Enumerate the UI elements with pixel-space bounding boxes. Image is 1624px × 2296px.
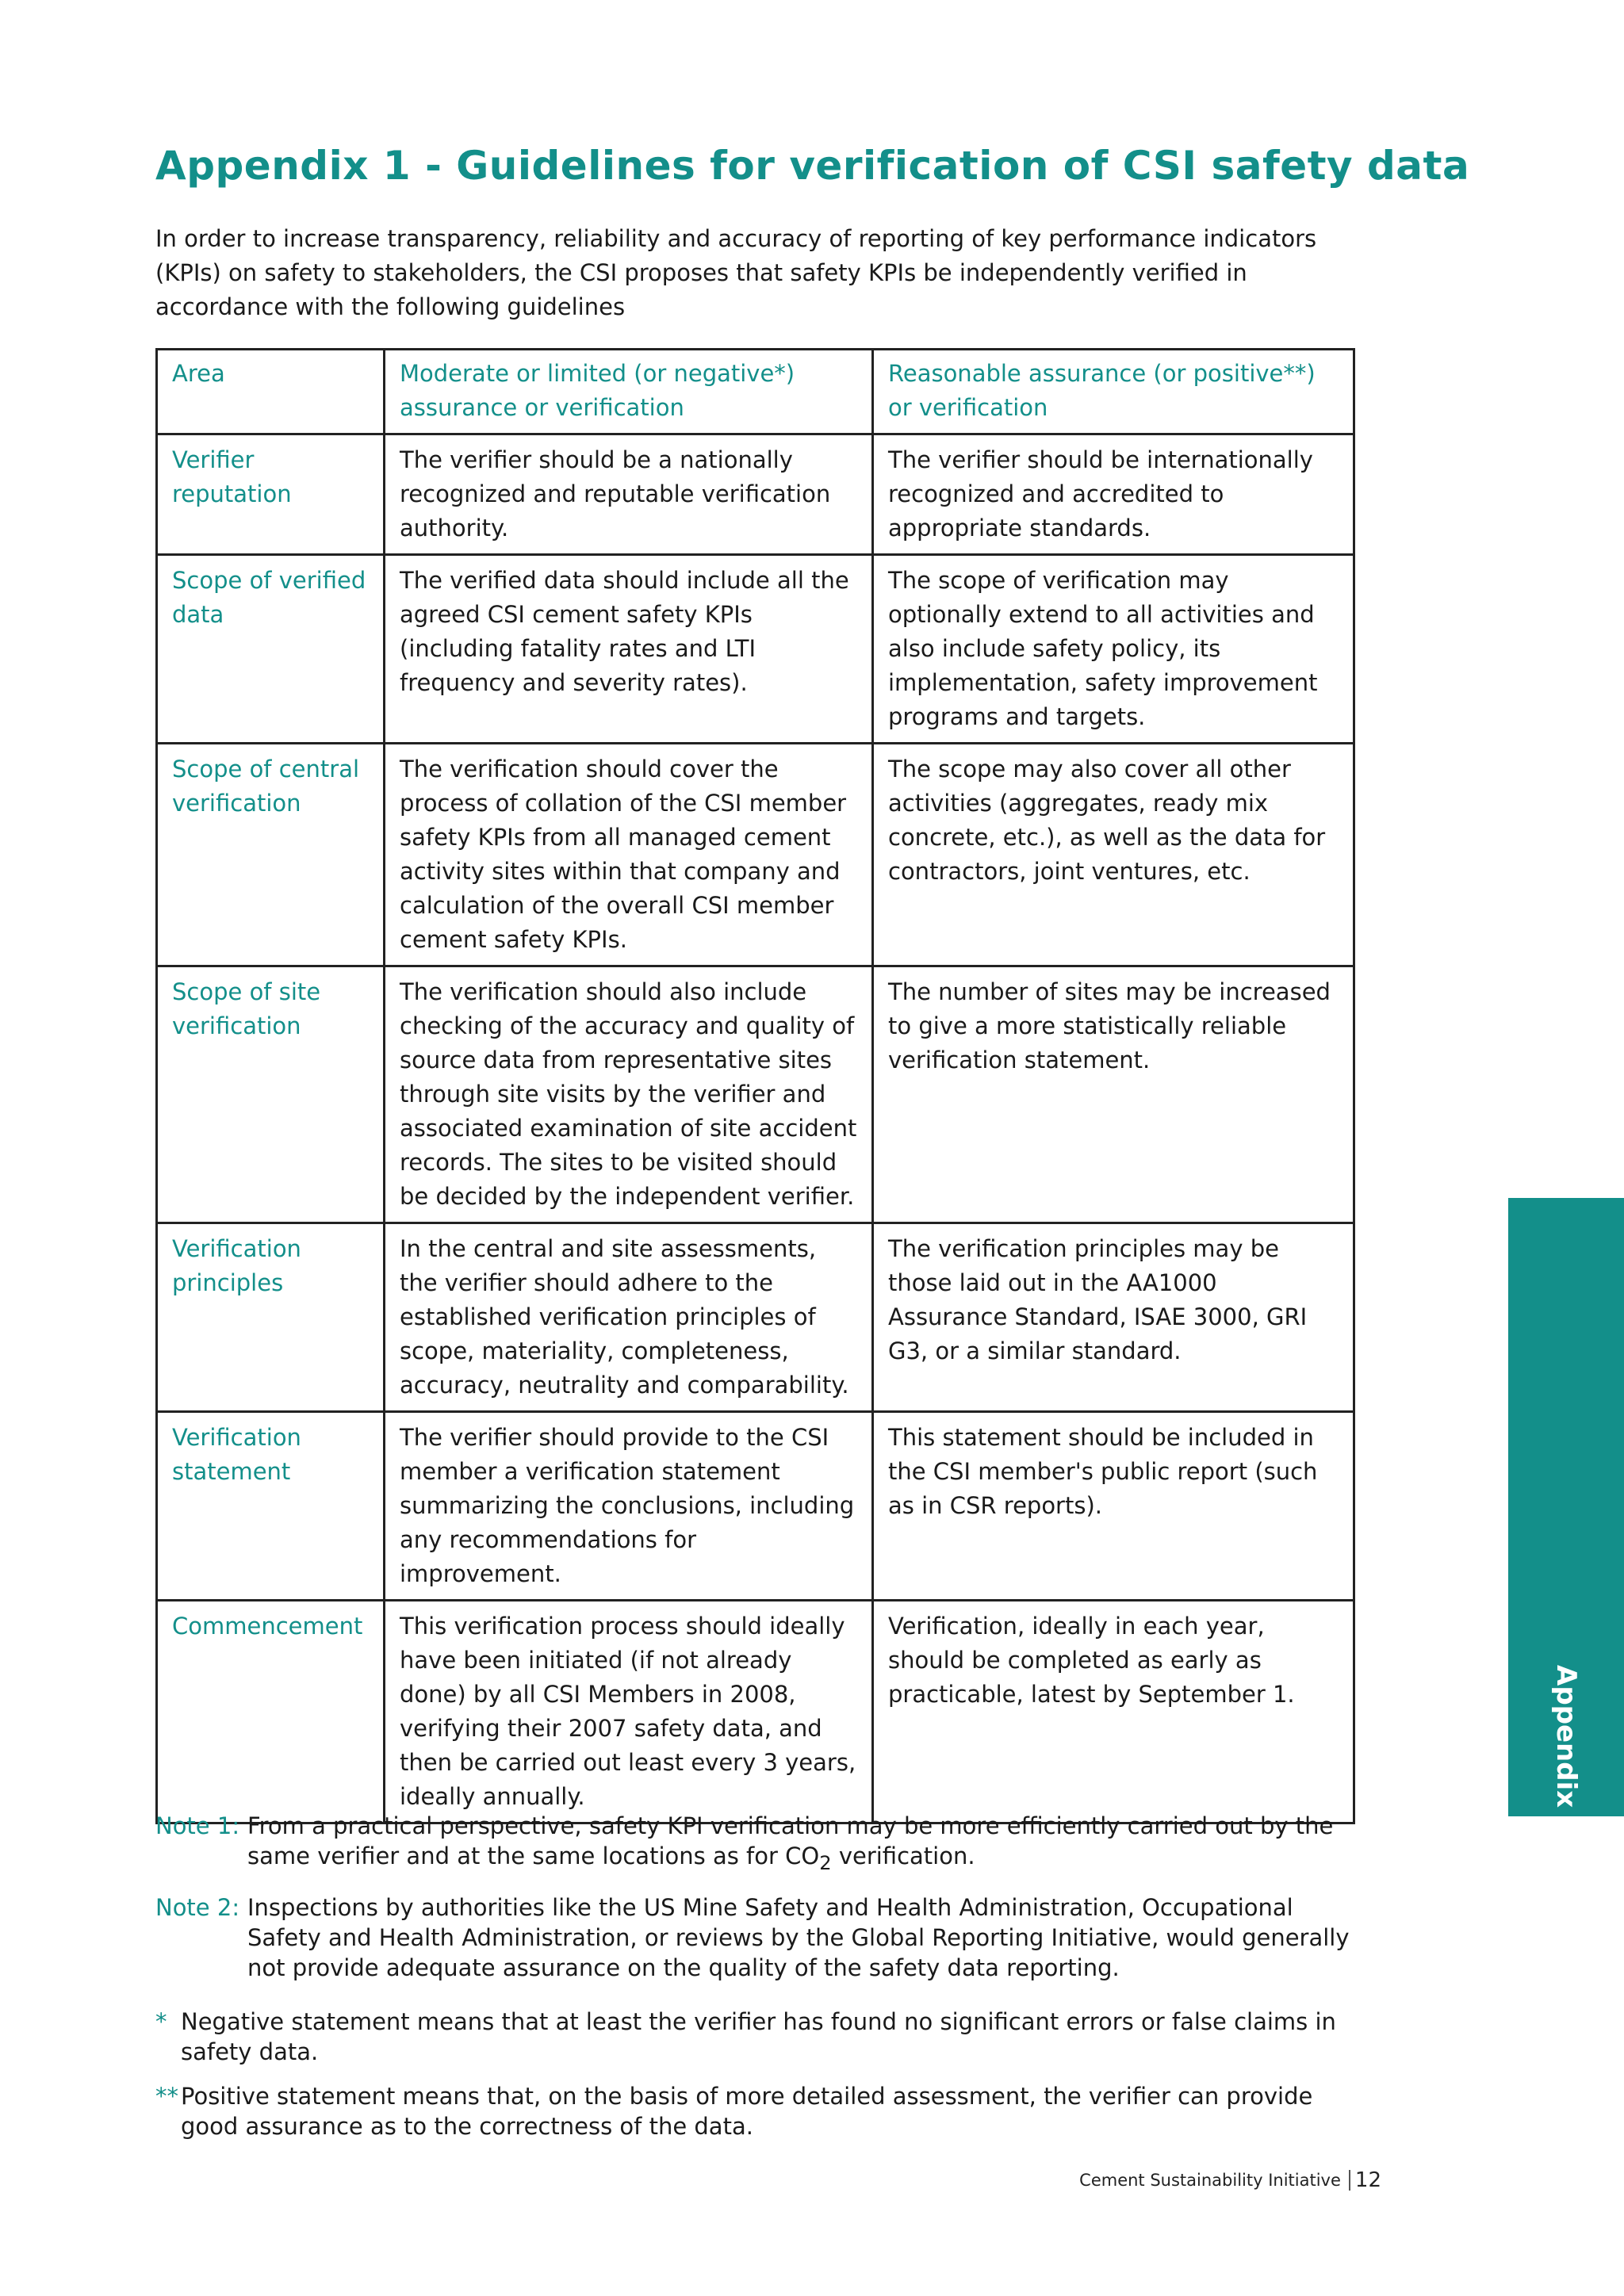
header-reasonable-assurance: Reasonable assurance (or positive**) or verification (873, 350, 1354, 434)
area-cell: Scope of central verification (157, 744, 385, 966)
area-cell: Scope of verified data (157, 555, 385, 744)
note-text-part: From a practical perspective, safety KPI verification may be more efficiently carried out by the same verifier and at the same locations as for CO (247, 1812, 1334, 1869)
table-header-row (157, 350, 1354, 434)
table-row (157, 1223, 1354, 1412)
moderate-cell: This verification process should ideally have been initiated (if not already done) by all CSI Members in 2008, verifying their 2007 safety data, and then be carried out least every 3 years, ideally annually. (385, 1601, 873, 1823)
reasonable-cell: The verification principles may be those laid out in the AA1000 Assurance Standard, ISAE 3000, GRI G3, or a similar standard. (873, 1223, 1354, 1412)
area-cell: Commencement (157, 1601, 385, 1823)
area-cell: Scope of site verification (157, 966, 385, 1223)
page-footer (1079, 2168, 1381, 2192)
footnote-marker: * (155, 2007, 167, 2035)
verification-guidelines-table (155, 348, 1355, 1824)
table-row (157, 966, 1354, 1223)
reasonable-cell: This statement should be included in the CSI member's public report (such as in CSR reports). (873, 1412, 1354, 1601)
footnotes (155, 2007, 1369, 2141)
notes-section (155, 1811, 1369, 2156)
area-cell: Verifier reputation (157, 434, 385, 555)
table-row (157, 1601, 1354, 1823)
subscript: 2 (819, 1851, 832, 1874)
area-cell: Verification principles (157, 1223, 385, 1412)
note-2 (155, 1892, 1369, 1983)
reasonable-cell: The verifier should be internationally recognized and accredited to appropriate standards. (873, 434, 1354, 555)
note-1 (155, 1811, 1369, 1878)
note-text-part: verification. (831, 1843, 975, 1869)
note-label: Note 1: (155, 1812, 240, 1839)
appendix-side-tab-label: Appendix 1 (1550, 1665, 1582, 1836)
table-row (157, 1412, 1354, 1601)
footnote-text: Positive statement means that, on the basis of more detailed assessment, the verifier can provide good assurance as to the correctness of the data. (181, 2082, 1313, 2140)
footnote-negative (155, 2007, 1369, 2067)
reasonable-cell: The scope of verification may optionally extend to all activities and also include safety policy, its implementation, safety improvement programs and targets. (873, 555, 1354, 744)
footnote-marker: ** (155, 2082, 178, 2110)
note-text: Inspections by authorities like the US Mine Safety and Health Administration, Occupational Safety and Health Administration, or reviews by the Global Reporting Initiative, would generally not provide adequate assurance on the quality of the safety data reporting. (247, 1893, 1350, 1981)
table-row (157, 434, 1354, 555)
footnote-text: Negative statement means that at least the verifier has found no significant errors or false claims in safety data. (181, 2007, 1336, 2065)
moderate-cell: The verifier should be a nationally recognized and reputable verification authority. (385, 434, 873, 555)
moderate-cell: The verified data should include all the agreed CSI cement safety KPIs (including fatality rates and LTI frequency and severity rates). (385, 555, 873, 744)
moderate-cell: The verification should cover the process of collation of the CSI member safety KPIs from all managed cement activity sites within that company and calculation of the overall CSI member cement safety KPIs. (385, 744, 873, 966)
footer-divider (1349, 2170, 1350, 2191)
header-moderate-assurance: Moderate or limited (or negative*) assurance or verification (385, 350, 873, 434)
moderate-cell: The verifier should provide to the CSI member a verification statement summarizing the conclusions, including any recommendations for improvement. (385, 1412, 873, 1601)
page-title: Appendix 1 - Guidelines for verification of CSI safety data (155, 143, 1470, 189)
area-cell: Verification statement (157, 1412, 385, 1601)
footnote-positive (155, 2081, 1369, 2141)
page-number: 12 (1354, 2168, 1381, 2192)
moderate-cell: In the central and site assessments, the verifier should adhere to the established verification principles of scope, materiality, completeness, accuracy, neutrality and comparability. (385, 1223, 873, 1412)
moderate-cell: The verification should also include checking of the accuracy and quality of source data from representative sites through site visits by the verifier and associated examination of site accident records. The sites to be visited should be decided by the independent verifier. (385, 966, 873, 1223)
note-label: Note 2: (155, 1893, 240, 1921)
intro-paragraph: In order to increase transparency, reliability and accuracy of reporting of key performance indicators (KPIs) on safety to stakeholders, the CSI proposes that safety KPIs be independently verified in accordance with the following guidelines (155, 225, 1317, 320)
table-row (157, 744, 1354, 966)
reasonable-cell: The scope may also cover all other activities (aggregates, ready mix concrete, etc.), as well as the data for contractors, joint ventures, etc. (873, 744, 1354, 966)
table-row (157, 555, 1354, 744)
header-area: Area (157, 350, 385, 434)
note-text (247, 1811, 1369, 1878)
reasonable-cell: The number of sites may be increased to give a more statistically reliable verification statement. (873, 966, 1354, 1223)
reasonable-cell: Verification, ideally in each year, should be completed as early as practicable, latest by September 1. (873, 1601, 1354, 1823)
footer-org: Cement Sustainability Initiative (1079, 2171, 1341, 2190)
